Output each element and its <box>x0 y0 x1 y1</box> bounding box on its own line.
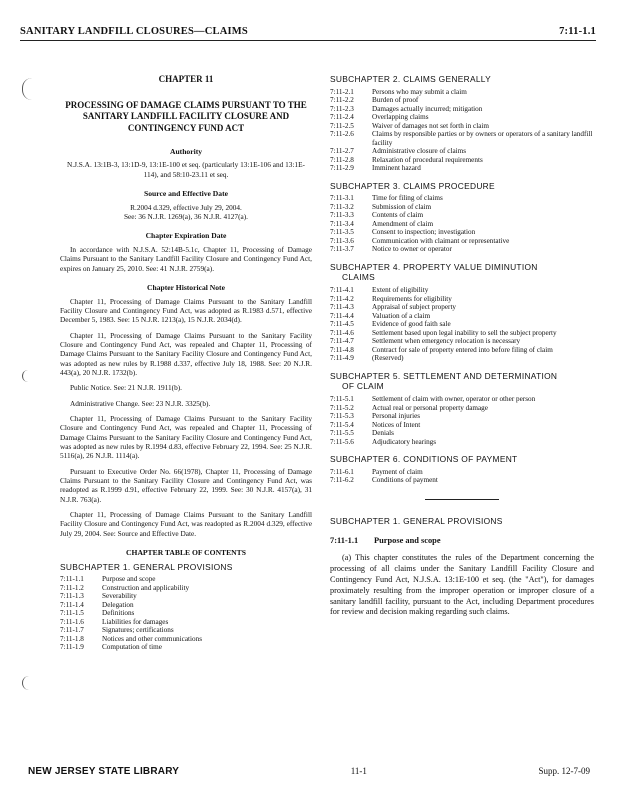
toc-entry-number: 7:11-1.5 <box>60 609 84 618</box>
toc-entry-title: Delegation <box>102 600 134 609</box>
supplement-date: Supp. 12-7-09 <box>538 766 590 776</box>
toc-entry <box>330 354 594 362</box>
toc-entry <box>60 592 312 600</box>
toc-entry <box>330 468 594 476</box>
section-number: 7:11-1.1 <box>330 536 359 546</box>
toc-entry-number: 7:11-6.2 <box>330 476 354 485</box>
punch-hole-mark <box>22 370 41 382</box>
toc-entry-number: 7:11-5.1 <box>330 395 354 404</box>
toc-entry-number: 7:11-2.9 <box>330 164 354 173</box>
toc-entry-title: Personal injuries <box>372 412 421 421</box>
toc-entry-number: 7:11-2.5 <box>330 121 354 130</box>
toc-entry-number: 7:11-4.3 <box>330 303 354 312</box>
toc-entry <box>60 635 312 643</box>
toc-entry-number: 7:11-2.4 <box>330 113 354 122</box>
toc-entry-title: Computation of time <box>102 643 162 652</box>
toc-entry-number: 7:11-2.7 <box>330 147 354 156</box>
toc-entry-number: 7:11-5.5 <box>330 429 354 438</box>
toc-entry <box>330 194 594 202</box>
toc-entry <box>330 346 594 354</box>
toc-entry-title: Payment of claim <box>372 467 423 476</box>
toc-entry-title: Contract for sale of property entered into before filing of claim <box>372 345 553 354</box>
page-number: 11-1 <box>350 766 367 776</box>
toc-entry-title: Definitions <box>102 609 135 618</box>
toc-entry-number: 7:11-4.9 <box>330 354 354 363</box>
toc-entry <box>330 113 594 121</box>
toc-entry-title: Claims by responsible parties or by owners or operators of a sanitary landfill facility <box>372 130 593 147</box>
toc-heading: CHAPTER TABLE OF CONTENTS <box>126 547 246 557</box>
toc-entry <box>330 295 594 303</box>
historical-note <box>60 297 312 538</box>
toc-entry-number: 7:11-1.8 <box>60 634 84 643</box>
toc-entry-title: Amendment of claim <box>372 219 434 228</box>
toc-entry-title: Conditions of payment <box>372 476 438 485</box>
toc-entry-number: 7:11-5.3 <box>330 412 354 421</box>
toc-subchapter-title: SUBCHAPTER 2. CLAIMS GENERALLY <box>330 74 492 84</box>
toc-entry-title: Construction and applicability <box>102 583 190 592</box>
toc-entry-title: Actual real or personal property damage <box>372 403 488 412</box>
toc-entry <box>330 312 594 320</box>
toc-subchapter-title: SUBCHAPTER 1. GENERAL PROVISIONS <box>60 561 233 572</box>
toc-subchapter-title-line: CLAIMS <box>342 272 375 283</box>
toc-entry-title: Settlement when emergency relocation is necessary <box>372 337 521 346</box>
source-heading: Source and Effective Date <box>143 188 228 198</box>
toc-entry <box>330 96 594 104</box>
toc-entry <box>60 601 312 609</box>
toc-entry-title: Administrative closure of claims <box>372 147 467 156</box>
toc-entry <box>330 337 594 345</box>
toc-entry-title: Notices and other communications <box>102 634 203 643</box>
expiration-heading: Chapter Expiration Date <box>145 231 227 241</box>
toc-entry-title: Submission of claim <box>372 202 432 211</box>
historical-note-paragraph: Chapter 11, Processing of Damage Claims Pursuant to the Sanitary Facility Closure and Contingency Fund Act, was repealed and Chapter 11, Processing of Damage Claims Pursuant to the Sanitary Facility Closure and Contingency Fund Act, was adopted as new rules by R.1994 d.83, effective February 22, 1994. See: 25 N.J.R. 5116(a), 26 N.J.R. 1114(a). <box>60 414 312 461</box>
toc-entry-title: Valuation of a claim <box>372 311 431 320</box>
toc-entry <box>60 609 312 617</box>
toc-entry <box>330 412 594 420</box>
toc-entry-title: Adjudicatory hearings <box>372 437 437 446</box>
toc-table <box>330 395 594 446</box>
toc-entry <box>330 122 594 130</box>
toc-entry-number: 7:11-5.6 <box>330 437 354 446</box>
library-stamp: NEW JERSEY STATE LIBRARY <box>28 766 180 777</box>
toc-entry-number: 7:11-2.1 <box>330 87 354 96</box>
historical-note-paragraph: Administrative Change. See: 23 N.J.R. 3325(b). <box>70 398 211 408</box>
toc-subchapter-title-line: SUBCHAPTER 5. SETTLEMENT AND DETERMINATION <box>330 370 558 381</box>
toc-entry-number: 7:11-4.4 <box>330 311 354 320</box>
toc-entry-number: 7:11-2.6 <box>330 130 354 139</box>
right-column <box>330 74 594 618</box>
toc-table <box>330 88 594 173</box>
toc-entry <box>60 626 312 634</box>
toc-entry-number: 7:11-1.6 <box>60 617 84 626</box>
source-text: R.2004 d.329, effective July 29, 2004. <box>130 202 242 212</box>
toc-entry-number: 7:11-3.1 <box>330 194 354 203</box>
chapter-number: CHAPTER 11 <box>158 74 214 84</box>
toc-entry <box>330 105 594 113</box>
toc-entry-number: 7:11-4.8 <box>330 345 354 354</box>
toc-subchapter-title <box>330 371 594 393</box>
running-header <box>20 26 596 41</box>
chapter-title: PROCESSING OF DAMAGE CLAIMS PURSUANT TO THE SANITARY LANDFILL FACILITY CLOSURE AND CONTINGENCY FUND ACT <box>65 99 307 133</box>
page-footer <box>28 766 590 777</box>
toc-entry-number: 7:11-3.4 <box>330 219 354 228</box>
toc-entry-title: Appraisal of subject property <box>372 303 457 312</box>
source-citation: See: 36 N.J.R. 1269(a), 36 N.J.R. 4127(a). <box>123 212 249 221</box>
toc-entry-title: Relaxation of procedural requirements <box>372 155 483 164</box>
toc-entry-number: 7:11-2.8 <box>330 155 354 164</box>
authority-text: N.J.S.A. 13:1B-3, 13:1D-9, 13:1E-100 et seq. (particularly 13:1E-106 and 13:1E-114), and 58:10-23.11 et seq. <box>67 160 305 179</box>
toc-entry-number: 7:11-3.3 <box>330 211 354 220</box>
toc-entry <box>330 395 594 403</box>
historical-note-heading: Chapter Historical Note <box>147 283 225 293</box>
toc-entry-title: (Reserved) <box>372 354 404 363</box>
toc-entry <box>330 438 594 446</box>
toc-entry-title: Severability <box>102 592 137 601</box>
punch-hole-mark <box>22 676 41 690</box>
toc-subchapter-title <box>330 262 594 284</box>
toc-entry-title: Signatures; certifications <box>102 626 174 635</box>
toc-table <box>330 468 594 485</box>
toc-entry-number: 7:11-4.2 <box>330 294 354 303</box>
historical-note-paragraph: Chapter 11, Processing of Damage Claims Pursuant to the Sanitary Landfill Facility Closure and Contingency Fund Act, was readopted as R.2004 d.329, effective July 29, 2004. See: Source and Effective Date. <box>60 509 312 538</box>
toc-entry-number: 7:11-2.3 <box>330 104 354 113</box>
historical-note-paragraph: Chapter 11, Processing of Damage Claims Pursuant to the Sanitary Facility Closure and Contingency Fund Act, was repealed and Chapter 11, Processing of Damage Claims Pursuant to the Sanitary Facility Closure and Contingency Fund Act, was adopted as new rules by R.1988 d.337, effective July 18, 1988. See: 20 N.J.R. 443(a), 20 N.J.R. 1732(b). <box>60 330 312 378</box>
toc-entry-title: Imminent hazard <box>372 164 421 173</box>
toc-entry-number: 7:11-1.7 <box>60 626 84 635</box>
toc-table <box>60 575 312 651</box>
toc-entry-number: 7:11-3.2 <box>330 202 354 211</box>
toc-entry <box>330 228 594 236</box>
toc-entry-number: 7:11-6.1 <box>330 467 354 476</box>
toc-entry-title: Settlement of claim with owner, operator or other person <box>372 395 536 404</box>
toc-entry-title: Persons who may submit a claim <box>372 87 467 96</box>
toc-entry-title: Requirements for eligibility <box>372 294 452 303</box>
toc-entry <box>330 320 594 328</box>
subchapter-heading: SUBCHAPTER 1. GENERAL PROVISIONS <box>330 515 503 526</box>
toc-subchapter-title-line: OF CLAIM <box>342 381 384 392</box>
toc-entry-number: 7:11-1.9 <box>60 643 84 652</box>
toc-entry <box>330 421 594 429</box>
toc-entry-title: Consent to inspection; investigation <box>372 228 476 237</box>
toc-entry <box>330 220 594 228</box>
toc-subchapter-title: SUBCHAPTER 3. CLAIMS PROCEDURE <box>330 180 495 191</box>
historical-note-paragraph: Pursuant to Executive Order No. 66(1978), Chapter 11, Processing of Damage Claims Pursuant to the Sanitary Facility Closure and Contingency Fund Act, was readopted as R.1999 d.91, effective February 22, 1999. See: 30 N.J.R. 4157(a), 31 N.J.R. 763(a). <box>60 466 312 504</box>
section-title <box>330 536 594 547</box>
toc-entry-title: Waiver of damages not set forth in claim <box>372 121 489 130</box>
toc-entry <box>330 147 594 155</box>
toc-entry <box>330 245 594 253</box>
toc-entry-number: 7:11-1.4 <box>60 600 84 609</box>
toc-entry <box>330 156 594 164</box>
section-name: Purpose and scope <box>374 536 441 546</box>
toc-entry <box>330 404 594 412</box>
toc-entry <box>60 643 312 651</box>
toc-entry <box>330 88 594 96</box>
toc-entry-title: Denials <box>372 429 394 438</box>
toc-entry <box>330 329 594 337</box>
section-body: (a) This chapter constitutes the rules of the Department concerning the processing of all claims under the Sanitary Landfill Facility Closure and Contingency Fund Act, N.J.S.A. 13:1E-100 et seq. (the "Act"), for damages proximately resulting from the improper operation or improper closure of a sanitary landfill facility, pursuant to the Act, including Department procedures for review and decision making regarding such claims. <box>330 553 594 617</box>
toc-entry-title: Purpose and scope <box>102 575 156 584</box>
toc-entry <box>60 584 312 592</box>
toc-entry-title: Evidence of good faith sale <box>372 320 451 329</box>
toc-entry-title: Extent of eligibility <box>372 286 429 295</box>
toc-subchapter-title: SUBCHAPTER 6. CONDITIONS OF PAYMENT <box>330 454 518 464</box>
toc-subchapter-title-line: SUBCHAPTER 4. PROPERTY VALUE DIMINUTION <box>330 261 538 272</box>
toc-entry-number: 7:11-2.2 <box>330 96 354 105</box>
toc-entry <box>330 286 594 294</box>
toc-entry-number: 7:11-3.6 <box>330 236 354 245</box>
toc-entry-number: 7:11-4.5 <box>330 320 354 329</box>
toc-entry <box>330 203 594 211</box>
toc-entry-title: Settlement based upon legal inability to sell the subject property <box>372 328 557 337</box>
toc-entry-number: 7:11-1.3 <box>60 592 84 601</box>
toc-entry-title: Notices of Intent <box>372 420 421 429</box>
toc-entry <box>330 164 594 172</box>
authority-heading: Authority <box>169 146 203 156</box>
toc-entry-title: Liabilities for damages <box>102 617 169 626</box>
toc-entry-number: 7:11-5.2 <box>330 403 354 412</box>
toc-entry-title: Burden of proof <box>372 96 419 105</box>
toc-entry-title: Damages actually incurred; mitigation <box>372 104 483 113</box>
toc-entry <box>330 130 594 147</box>
toc-entry <box>330 476 594 484</box>
left-column <box>60 74 312 652</box>
expiration-text: In accordance with N.J.S.A. 52:14B-5.1c, Chapter 11, Processing of Damage Claims Pursuant to the Sanitary Landfill Facility Closure and Contingency Fund Act, expires on January 25, 2010. See: 41 N.J.R. 2759(a). <box>60 245 312 273</box>
toc-table <box>330 194 594 253</box>
punch-hole-mark <box>22 78 41 100</box>
historical-note-paragraph: Public Notice. See: 21 N.J.R. 1911(b). <box>70 383 183 393</box>
divider <box>425 499 499 500</box>
header-section-number: 7:11-1.1 <box>559 26 596 37</box>
toc-entry-number: 7:11-4.7 <box>330 337 354 346</box>
toc-entry <box>330 211 594 219</box>
toc-entry-number: 7:11-1.2 <box>60 583 84 592</box>
toc-entry <box>60 575 312 583</box>
toc-entry <box>330 429 594 437</box>
header-title: SANITARY LANDFILL CLOSURES—CLAIMS <box>20 26 248 37</box>
toc-entry-number: 7:11-3.7 <box>330 245 354 254</box>
toc-entry <box>330 303 594 311</box>
toc-entry <box>330 237 594 245</box>
toc-entry-number: 7:11-1.1 <box>60 575 84 584</box>
toc-entry-title: Communication with claimant or representative <box>372 236 510 245</box>
toc-entry-title: Time for filing of claims <box>372 194 443 203</box>
toc-entry-title: Contents of claim <box>372 211 424 220</box>
toc-entry-number: 7:11-4.1 <box>330 286 354 295</box>
toc-entry <box>60 618 312 626</box>
historical-note-paragraph: Chapter 11, Processing of Damage Claims Pursuant to the Sanitary Landfill Facility Closure and Contingency Fund Act, was adopted as R.1983 d.571, effective December 5, 1983. See: 15 N.J.R. 1213(a), 15 N.J.R. 2034(d). <box>60 296 312 325</box>
toc-table <box>330 286 594 362</box>
toc-entry-number: 7:11-4.6 <box>330 328 354 337</box>
toc-entry-number: 7:11-5.4 <box>330 420 354 429</box>
toc-entry-title: Overlapping claims <box>372 113 429 122</box>
toc-entry-title: Notice to owner or operator <box>372 245 452 254</box>
toc-entry-number: 7:11-3.5 <box>330 228 354 237</box>
